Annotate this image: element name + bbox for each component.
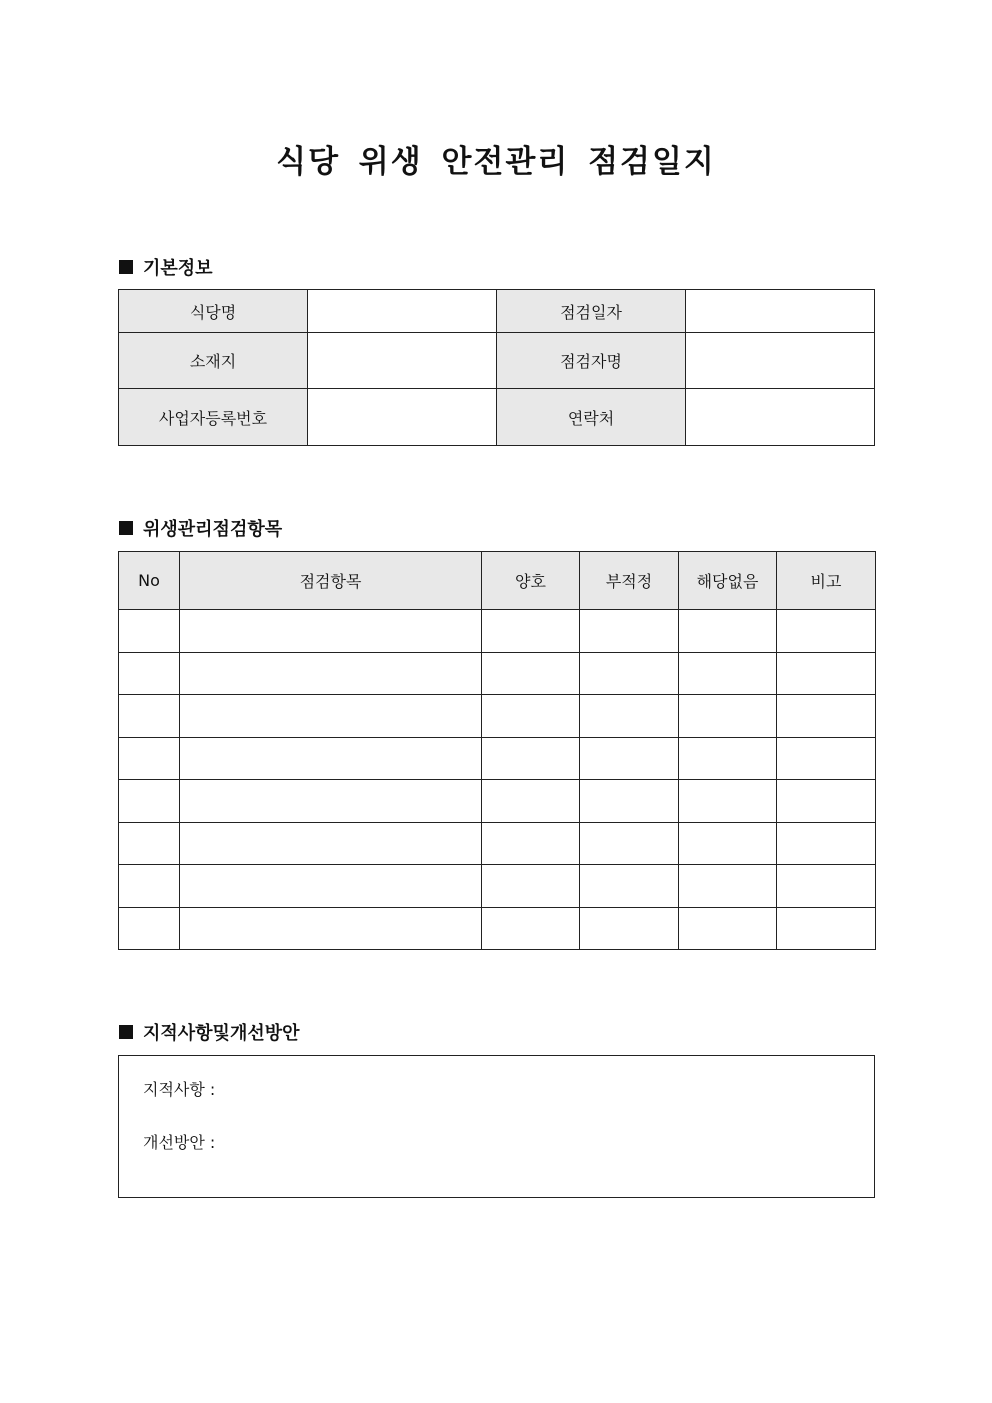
hygiene-checklist-table (118, 551, 876, 950)
square-bullet-icon (119, 1025, 133, 1039)
header-check-item: 점검항목 (180, 552, 482, 610)
inspection-date-field[interactable] (686, 290, 875, 333)
label-business-number: 사업자등록번호 (119, 389, 308, 446)
row-no-cell[interactable] (119, 780, 180, 823)
row-inadequate-cell[interactable] (580, 737, 679, 780)
row-check-item-cell[interactable] (180, 907, 482, 950)
section-heading-remarks (119, 1019, 300, 1045)
row-remarks-cell[interactable] (777, 780, 876, 823)
row-check-item-cell[interactable] (180, 737, 482, 780)
label-restaurant-name: 식당명 (119, 290, 308, 333)
row-not-applicable-cell[interactable] (679, 652, 777, 695)
row-good-cell[interactable] (482, 610, 580, 653)
table-row (119, 865, 876, 908)
row-remarks-cell[interactable] (777, 822, 876, 865)
row-not-applicable-cell[interactable] (679, 907, 777, 950)
row-inadequate-cell[interactable] (580, 822, 679, 865)
row-good-cell[interactable] (482, 652, 580, 695)
row-no-cell[interactable] (119, 865, 180, 908)
label-location: 소재지 (119, 333, 308, 389)
row-good-cell[interactable] (482, 907, 580, 950)
row-not-applicable-cell[interactable] (679, 695, 777, 738)
row-check-item-cell[interactable] (180, 695, 482, 738)
row-no-cell[interactable] (119, 737, 180, 780)
row-remarks-cell[interactable] (777, 652, 876, 695)
table-row (119, 907, 876, 950)
header-not-applicable: 해당없음 (679, 552, 777, 610)
table-row (119, 652, 876, 695)
section-heading-hygiene (119, 515, 282, 541)
row-remarks-cell[interactable] (777, 865, 876, 908)
label-contact: 연락처 (497, 389, 686, 446)
row-not-applicable-cell[interactable] (679, 865, 777, 908)
table-row (119, 695, 876, 738)
row-no-cell[interactable] (119, 610, 180, 653)
header-inadequate: 부적정 (580, 552, 679, 610)
row-inadequate-cell[interactable] (580, 695, 679, 738)
row-not-applicable-cell[interactable] (679, 610, 777, 653)
label-inspector-name: 점검자명 (497, 333, 686, 389)
row-inadequate-cell[interactable] (580, 780, 679, 823)
restaurant-name-field[interactable] (308, 290, 497, 333)
table-row (119, 737, 876, 780)
business-number-field[interactable] (308, 389, 497, 446)
row-no-cell[interactable] (119, 907, 180, 950)
row-inadequate-cell[interactable] (580, 610, 679, 653)
inspector-name-field[interactable] (686, 333, 875, 389)
remarks-box[interactable] (118, 1055, 875, 1198)
square-bullet-icon (119, 260, 133, 274)
row-good-cell[interactable] (482, 737, 580, 780)
table-row (119, 822, 876, 865)
header-good: 양호 (482, 552, 580, 610)
row-remarks-cell[interactable] (777, 695, 876, 738)
row-no-cell[interactable] (119, 652, 180, 695)
basic-info-table (118, 289, 875, 446)
row-remarks-cell[interactable] (777, 737, 876, 780)
header-remarks: 비고 (777, 552, 876, 610)
row-check-item-cell[interactable] (180, 780, 482, 823)
row-good-cell[interactable] (482, 865, 580, 908)
page-title: 식당 위생 안전관리 점검일지 (276, 144, 716, 180)
section-heading-label: 지적사항및개선방안 (143, 1023, 300, 1044)
improvement-label: 개선방안 : (143, 1133, 216, 1152)
row-remarks-cell[interactable] (777, 610, 876, 653)
row-not-applicable-cell[interactable] (679, 822, 777, 865)
section-heading-label: 기본정보 (143, 258, 213, 279)
contact-field[interactable] (686, 389, 875, 446)
header-no: No (119, 552, 180, 610)
row-inadequate-cell[interactable] (580, 652, 679, 695)
row-not-applicable-cell[interactable] (679, 737, 777, 780)
row-check-item-cell[interactable] (180, 865, 482, 908)
row-inadequate-cell[interactable] (580, 865, 679, 908)
row-check-item-cell[interactable] (180, 610, 482, 653)
square-bullet-icon (119, 521, 133, 535)
row-no-cell[interactable] (119, 695, 180, 738)
section-heading-basic (119, 254, 213, 280)
row-remarks-cell[interactable] (777, 907, 876, 950)
row-good-cell[interactable] (482, 695, 580, 738)
table-row (119, 610, 876, 653)
label-inspection-date: 점검일자 (497, 290, 686, 333)
row-good-cell[interactable] (482, 822, 580, 865)
row-inadequate-cell[interactable] (580, 907, 679, 950)
findings-label: 지적사항 : (143, 1080, 216, 1099)
row-check-item-cell[interactable] (180, 652, 482, 695)
row-check-item-cell[interactable] (180, 822, 482, 865)
row-no-cell[interactable] (119, 822, 180, 865)
row-not-applicable-cell[interactable] (679, 780, 777, 823)
table-row (119, 780, 876, 823)
row-good-cell[interactable] (482, 780, 580, 823)
location-field[interactable] (308, 333, 497, 389)
section-heading-label: 위생관리점검항목 (143, 519, 283, 540)
